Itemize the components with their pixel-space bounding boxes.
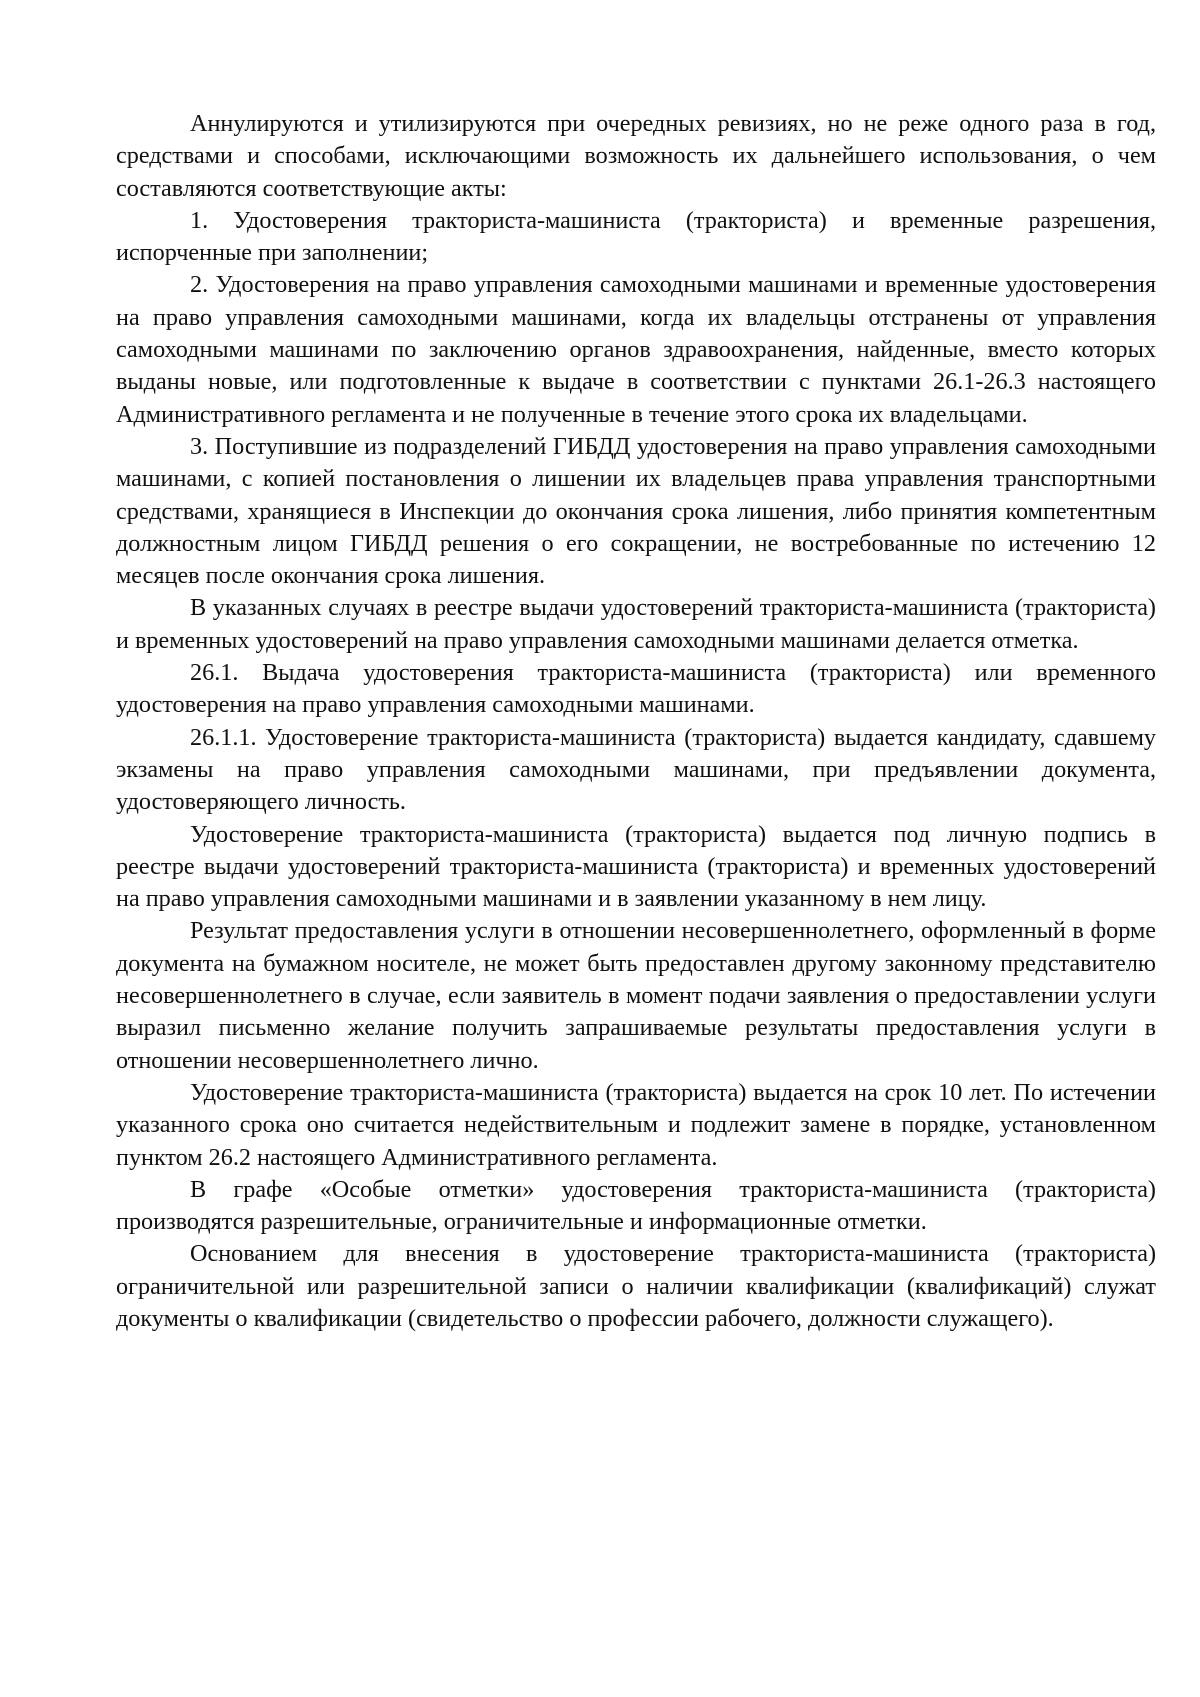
paragraph-item-2: 2. Удостоверения на право управления самоходными машинами и временные удостоверения на право управления самоходными машинами, когда их владельцы отстранены от управления самоходными машинами по заключению органов здравоохранения, найденные, вместо которых выданы новые, или подготовленные к выдаче в соответствии с пунктами 26.1-26.3 настоящего Административного регламента и не полученные в течение этого срока их владельцами. (116, 271, 1156, 428)
paragraph-item-3: 3. Поступившие из подразделений ГИБДД удостоверения на право управления самоходными машинами, с копией постановления о лишении их владельцев права управления транспортными средствами, хранящиеся в Инспекции до окончания срока лишения, либо принятия компетентным должностным лицом ГИБДД решения о его сокращении, не востребованные по истечению 12 месяцев после окончания срока лишения. (116, 432, 1156, 590)
paragraph-minor-result: Результат предоставления услуги в отношении несовершеннолетнего, оформленный в форме документа на бумажном носителе, не может быть предоставлен другому законному представителю несовершеннолетнего в случае, если заявитель в момент подачи заявления о предоставлении услуги выразил письменно желание получить запрашиваемые результаты предоставления услуги в отношении несовершеннолетнего лично. (116, 917, 1156, 1074)
paragraph-special-marks: В графе «Особые отметки» удостоверения тракториста-машиниста (тракториста) производятся разрешительные, ограничительные и информационные отметки. (116, 1175, 1156, 1236)
paragraph-qualification-basis: Основанием для внесения в удостоверение тракториста-машиниста (тракториста) ограничительной или разрешительной записи о наличии квалификации (квалификаций) служат документы о квалификации (свидетельство о профессии рабочего, должности служащего). (116, 1240, 1156, 1332)
paragraph-signature-issue: Удостоверение тракториста-машиниста (тракториста) выдается под личную подпись в реестре выдачи удостоверений тракториста-машиниста (тракториста) и временных удостоверений на право управления самоходными машинами и в заявлении указанному в нем лицу. (116, 820, 1156, 913)
paragraph-section-26-1: 26.1. Выдача удостоверения тракториста-машиниста (тракториста) или временного удостоверения на право управления самоходными машинами. (116, 659, 1156, 719)
paragraph-annulment-intro: Аннулируются и утилизируются при очередных ревизиях, но не реже одного раза в год, средствами и способами, исключающими возможность их дальнейшего использования, о чем составляются соответствующие акты: (116, 110, 1156, 202)
paragraph-registry-note: В указанных случаях в реестре выдачи удостоверений тракториста-машиниста (тракториста) и временных удостоверений на право управления самоходными машинами делается отметка. (116, 594, 1156, 654)
paragraph-item-1: 1. Удостоверения тракториста-машиниста (тракториста) и временные разрешения, испорченные при заполнении; (116, 206, 1156, 267)
document-page (116, 108, 1156, 1335)
paragraph-validity-term: Удостоверение тракториста-машиниста (тракториста) выдается на срок 10 лет. По истечении указанного срока оно считается недействительным и подлежит замене в порядке, установленном пунктом 26.2 настоящего Административного регламента. (116, 1078, 1156, 1171)
paragraph-section-26-1-1: 26.1.1. Удостоверение тракториста-машиниста (тракториста) выдается кандидату, сдавшему экзамены на право управления самоходными машинами, при предъявлении документа, удостоверяющего личность. (116, 723, 1156, 816)
